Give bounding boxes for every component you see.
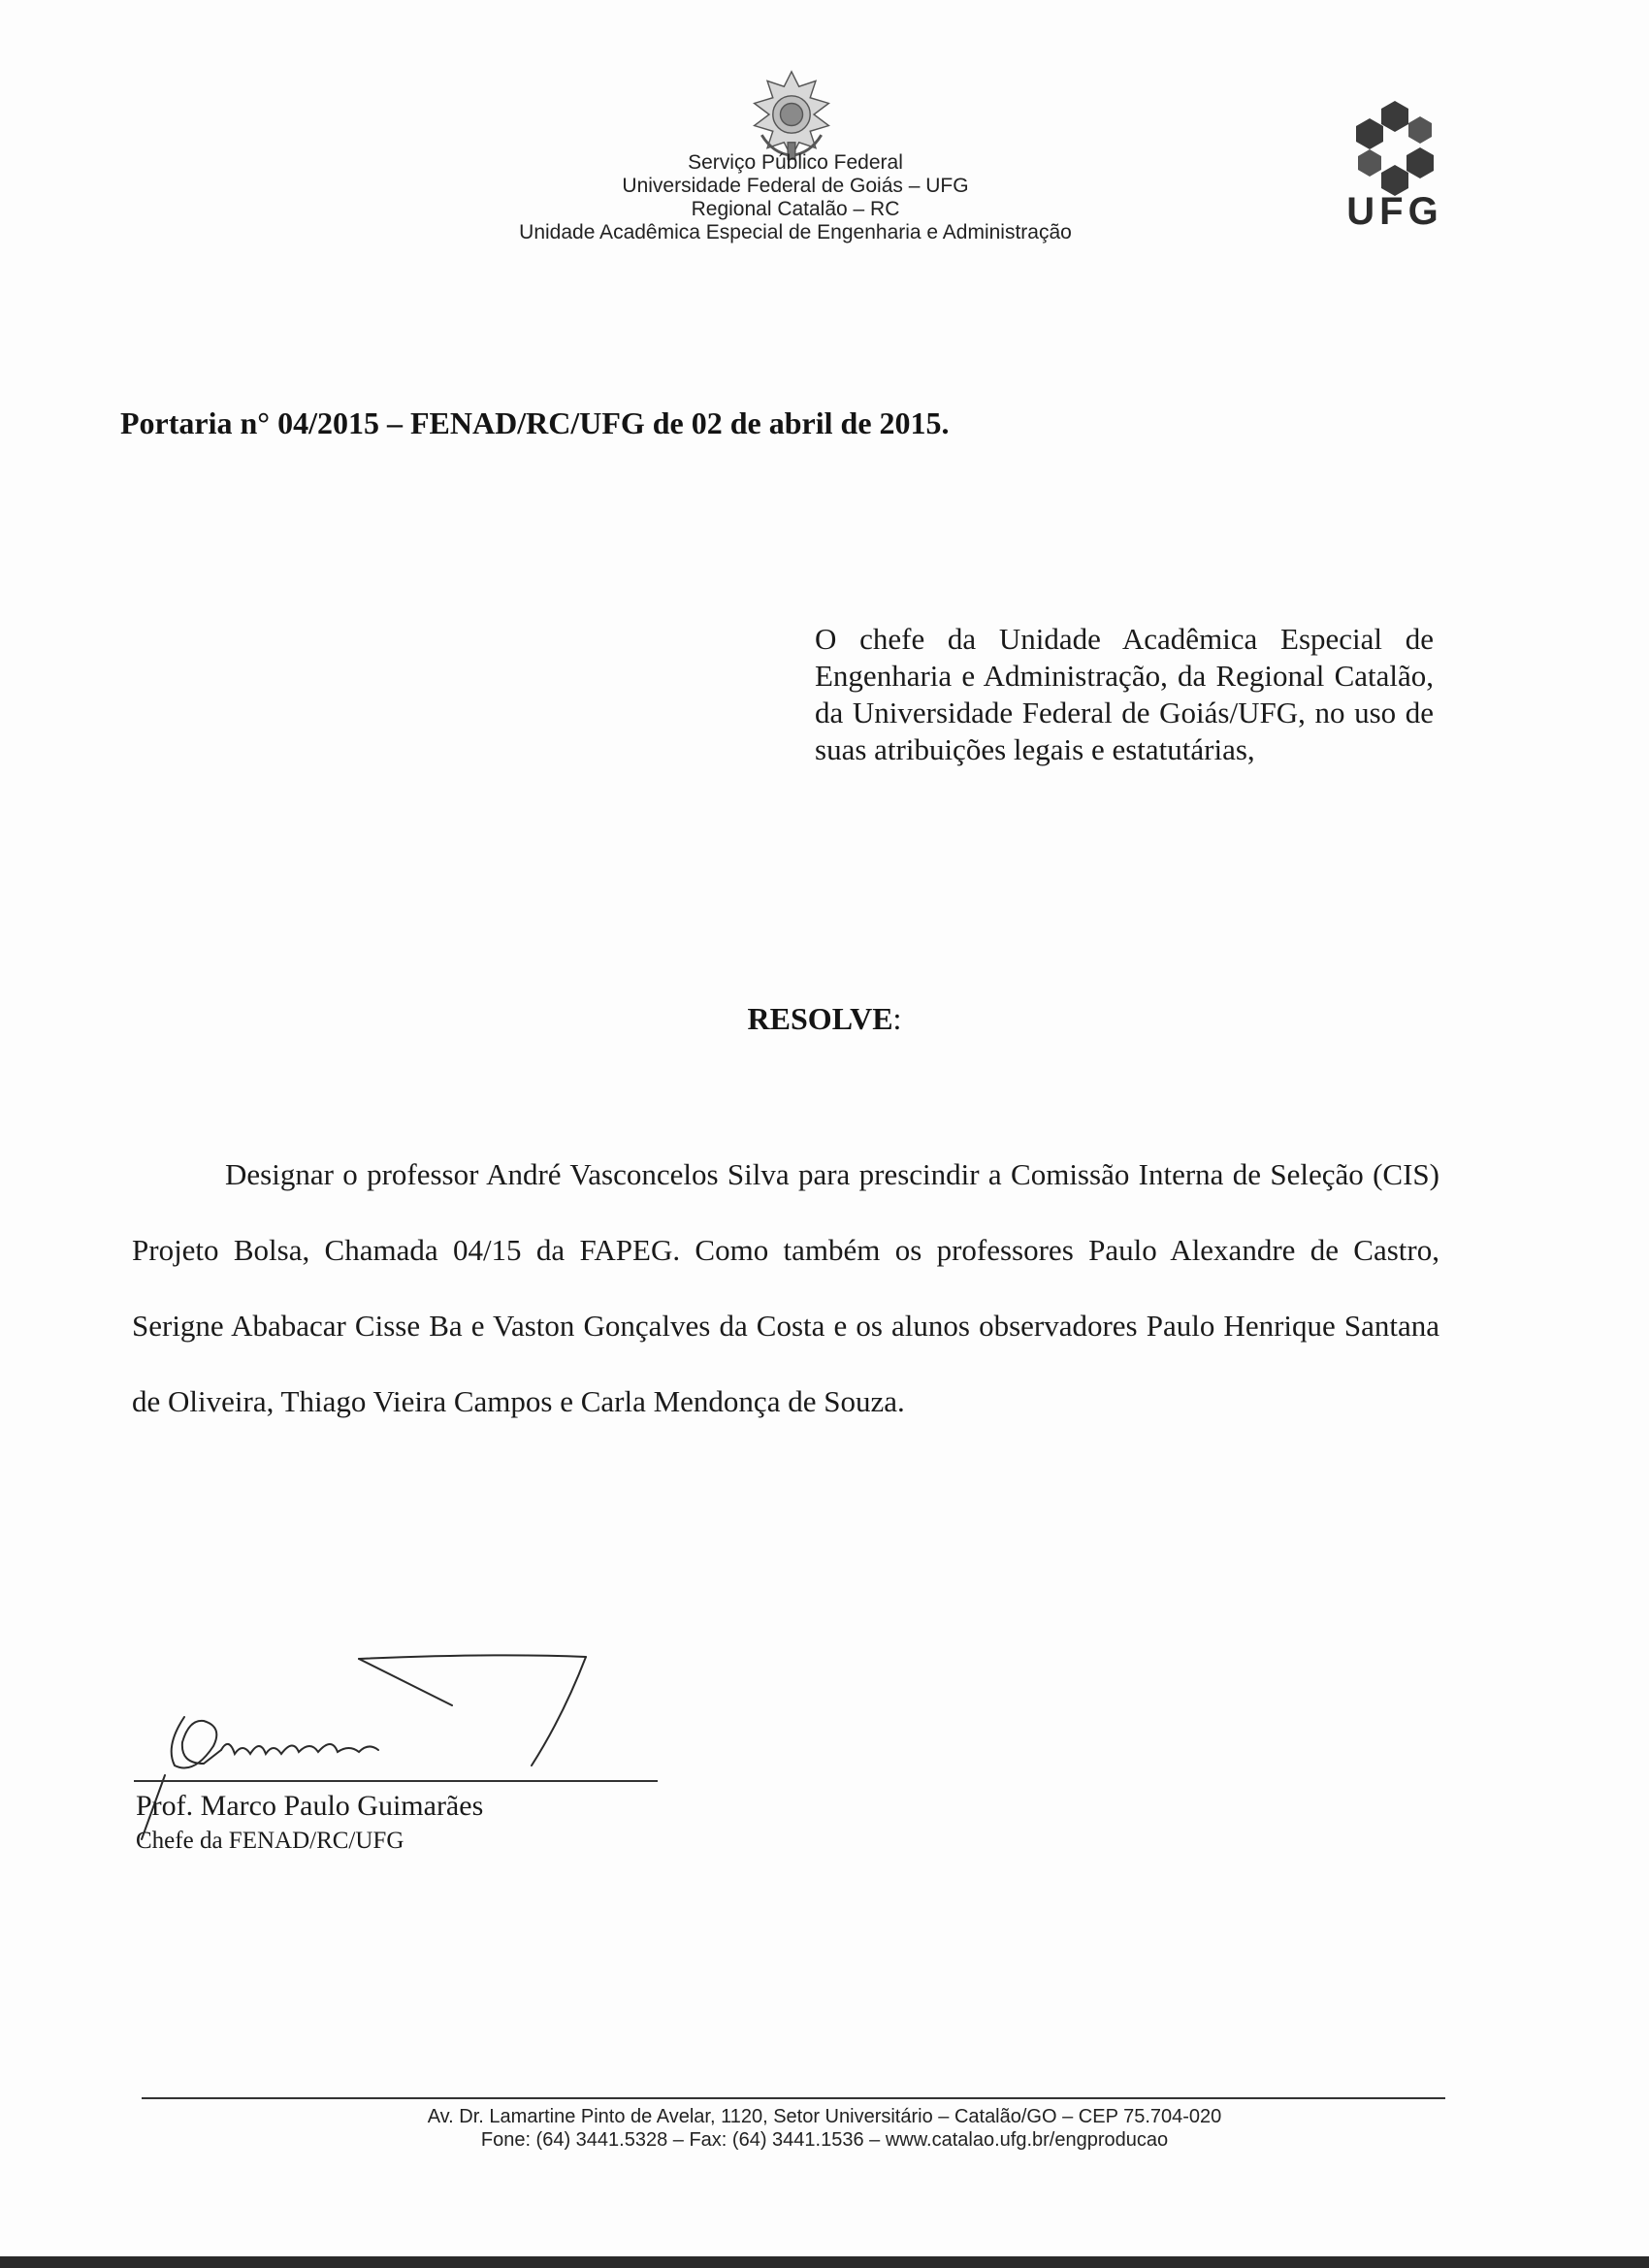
signature-line [134,1780,658,1782]
resolution-body: Designar o professor André Vasconcelos Silva para prescindir a Comissão Interna de Seleção (CIS) Projeto Bolsa, Chamada 04/15 da FAPEG. Como também os professores Paulo Alexandre de Castro, Serigne Ababacar Cisse Ba e Vaston Gonçalves da Costa e os alunos observadores Paulo Henrique Santana de Oliveira, Thiago Vieira Campos e Carla Mendonça de Souza. [132,1157,1439,1418]
header-line-3: Regional Catalão – RC [691,198,900,220]
footer-divider [142,2097,1445,2099]
resolve-colon: : [892,1001,902,1036]
signer-name: Prof. Marco Paulo Guimarães [136,1790,484,1822]
resolve-word: RESOLVE [747,1001,893,1036]
footer-line-contact: Fone: (64) 3441.5328 – Fax: (64) 3441.1536 – www.catalao.ufg.br/engproducao [480,2129,1169,2151]
institution-header [466,151,1125,244]
brazil-coat-of-arms-icon [745,68,838,161]
document-title: Portaria n° 04/2015 – FENAD/RC/UFG de 02 de abril de 2015. [120,405,950,440]
preamble-paragraph: O chefe da Unidade Acadêmica Especial de Engenharia e Administração, da Regional Catalão, da Universidade Federal de Goiás/UFG, no uso de suas atribuições legais e estatutárias, [815,622,1434,766]
footer-line-address: Av. Dr. Lamartine Pinto de Avelar, 1120, Setor Universitário – Catalão/GO – CEP 75.704-020 [427,2106,1222,2127]
signer-role: Chefe da FENAD/RC/UFG [136,1828,404,1854]
header-line-1: Serviço Público Federal [688,151,903,174]
footer-address [291,2105,1358,2152]
scan-border [0,2256,1649,2268]
ufg-logo-text: UFG [1346,190,1443,233]
resolve-heading [679,1001,970,1037]
header-line-4: Unidade Acadêmica Especial de Engenharia e Administração [519,221,1072,243]
header-line-2: Universidade Federal de Goiás – UFG [622,175,969,197]
